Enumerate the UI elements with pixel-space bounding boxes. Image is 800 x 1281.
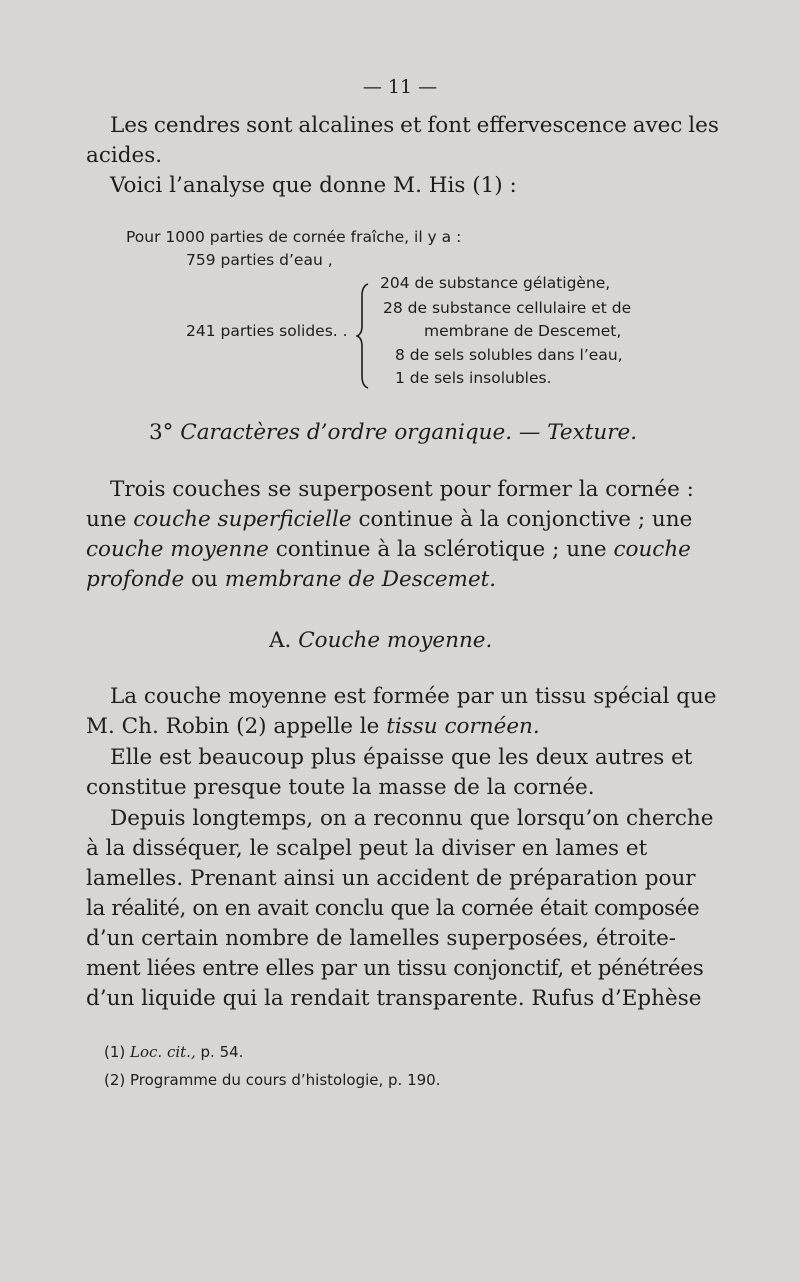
italic-run: couche superficielle bbox=[133, 507, 352, 532]
section-heading bbox=[149, 418, 637, 448]
para4-line-1: Depuis longtemps, on a reconnu que lorsqu’on cherche bbox=[110, 806, 714, 831]
subheading-title: Couche moyenne. bbox=[298, 628, 493, 653]
footnote-number: (1) bbox=[104, 1043, 126, 1061]
text-run: ou bbox=[191, 567, 218, 592]
subheading-letter: A. bbox=[269, 628, 292, 653]
footnote-2: (2) Programme du cours d’histologie, p. 190. bbox=[104, 1071, 441, 1089]
section-title: Caractères d’ordre organique. — Texture. bbox=[180, 420, 638, 445]
analysis-item-5: 1 de sels insolubles. bbox=[395, 369, 552, 387]
italic-run: profonde bbox=[86, 567, 185, 592]
para1-line-2 bbox=[86, 505, 692, 535]
text-run: continue à la conjonctive ; une bbox=[358, 507, 693, 532]
subheading bbox=[269, 626, 492, 656]
para1-line-3 bbox=[86, 535, 691, 565]
text-run: continue à la sclérotique ; une bbox=[275, 537, 607, 562]
para4-line-6: ment liées entre elles par un tissu conjonctif, et pénétrées bbox=[86, 956, 704, 981]
text-run: p. 54. bbox=[200, 1043, 244, 1061]
italic-run: membrane de Descemet. bbox=[224, 567, 497, 592]
intro-line-1: Les cendres sont alcalines et font effervescence avec les bbox=[110, 113, 719, 138]
para1-line-1: Trois couches se superposent pour former la cornée : bbox=[110, 477, 694, 502]
para1-line-4 bbox=[86, 565, 496, 595]
analysis-water: 759 parties d’eau , bbox=[186, 251, 333, 269]
analysis-item-3: membrane de Descemet, bbox=[424, 322, 622, 340]
intro-line-2: acides. bbox=[86, 143, 163, 168]
para4-line-4: la réalité, on en avait conclu que la cornée était composée bbox=[86, 896, 700, 921]
intro-line-3: Voici l’analyse que donne M. His (1) : bbox=[110, 173, 517, 198]
curly-brace bbox=[356, 282, 370, 390]
para4-line-7: d’un liquide qui la rendait transparente. Rufus d’Ephèse bbox=[86, 986, 702, 1011]
italic-run: tissu cornéen. bbox=[386, 714, 540, 739]
para3-line-1: Elle est beaucoup plus épaisse que les deux autres et bbox=[110, 745, 693, 770]
analysis-solids-label: 241 parties solides. . bbox=[186, 322, 348, 340]
analysis-item-1: 204 de substance gélatigène, bbox=[380, 274, 611, 292]
analysis-item-2: 28 de substance cellulaire et de bbox=[383, 299, 632, 317]
para3-line-2: constitue presque toute la masse de la cornée. bbox=[86, 775, 595, 800]
italic-run: couche bbox=[613, 537, 691, 562]
text-run: une bbox=[86, 507, 127, 532]
para2-line-1: La couche moyenne est formée par un tissu spécial que bbox=[110, 684, 717, 709]
analysis-item-4: 8 de sels solubles dans l’eau, bbox=[395, 346, 623, 364]
para4-line-3: lamelles. Prenant ainsi un accident de préparation pour bbox=[86, 866, 696, 891]
italic-run: Loc. cit., bbox=[130, 1043, 196, 1061]
analysis-header: Pour 1000 parties de cornée fraîche, il y a : bbox=[126, 228, 462, 246]
para4-line-2: à la disséquer, le scalpel peut la diviser en lames et bbox=[86, 836, 648, 861]
text-run: M. Ch. Robin (2) appelle le bbox=[86, 714, 380, 739]
section-number: 3° bbox=[149, 420, 174, 445]
page-number: — 11 — bbox=[362, 76, 438, 98]
footnote-1 bbox=[104, 1043, 243, 1061]
para4-line-5: d’un certain nombre de lamelles superposées, étroite- bbox=[86, 926, 677, 951]
italic-run: couche moyenne bbox=[86, 537, 269, 562]
para2-line-2 bbox=[86, 712, 540, 742]
